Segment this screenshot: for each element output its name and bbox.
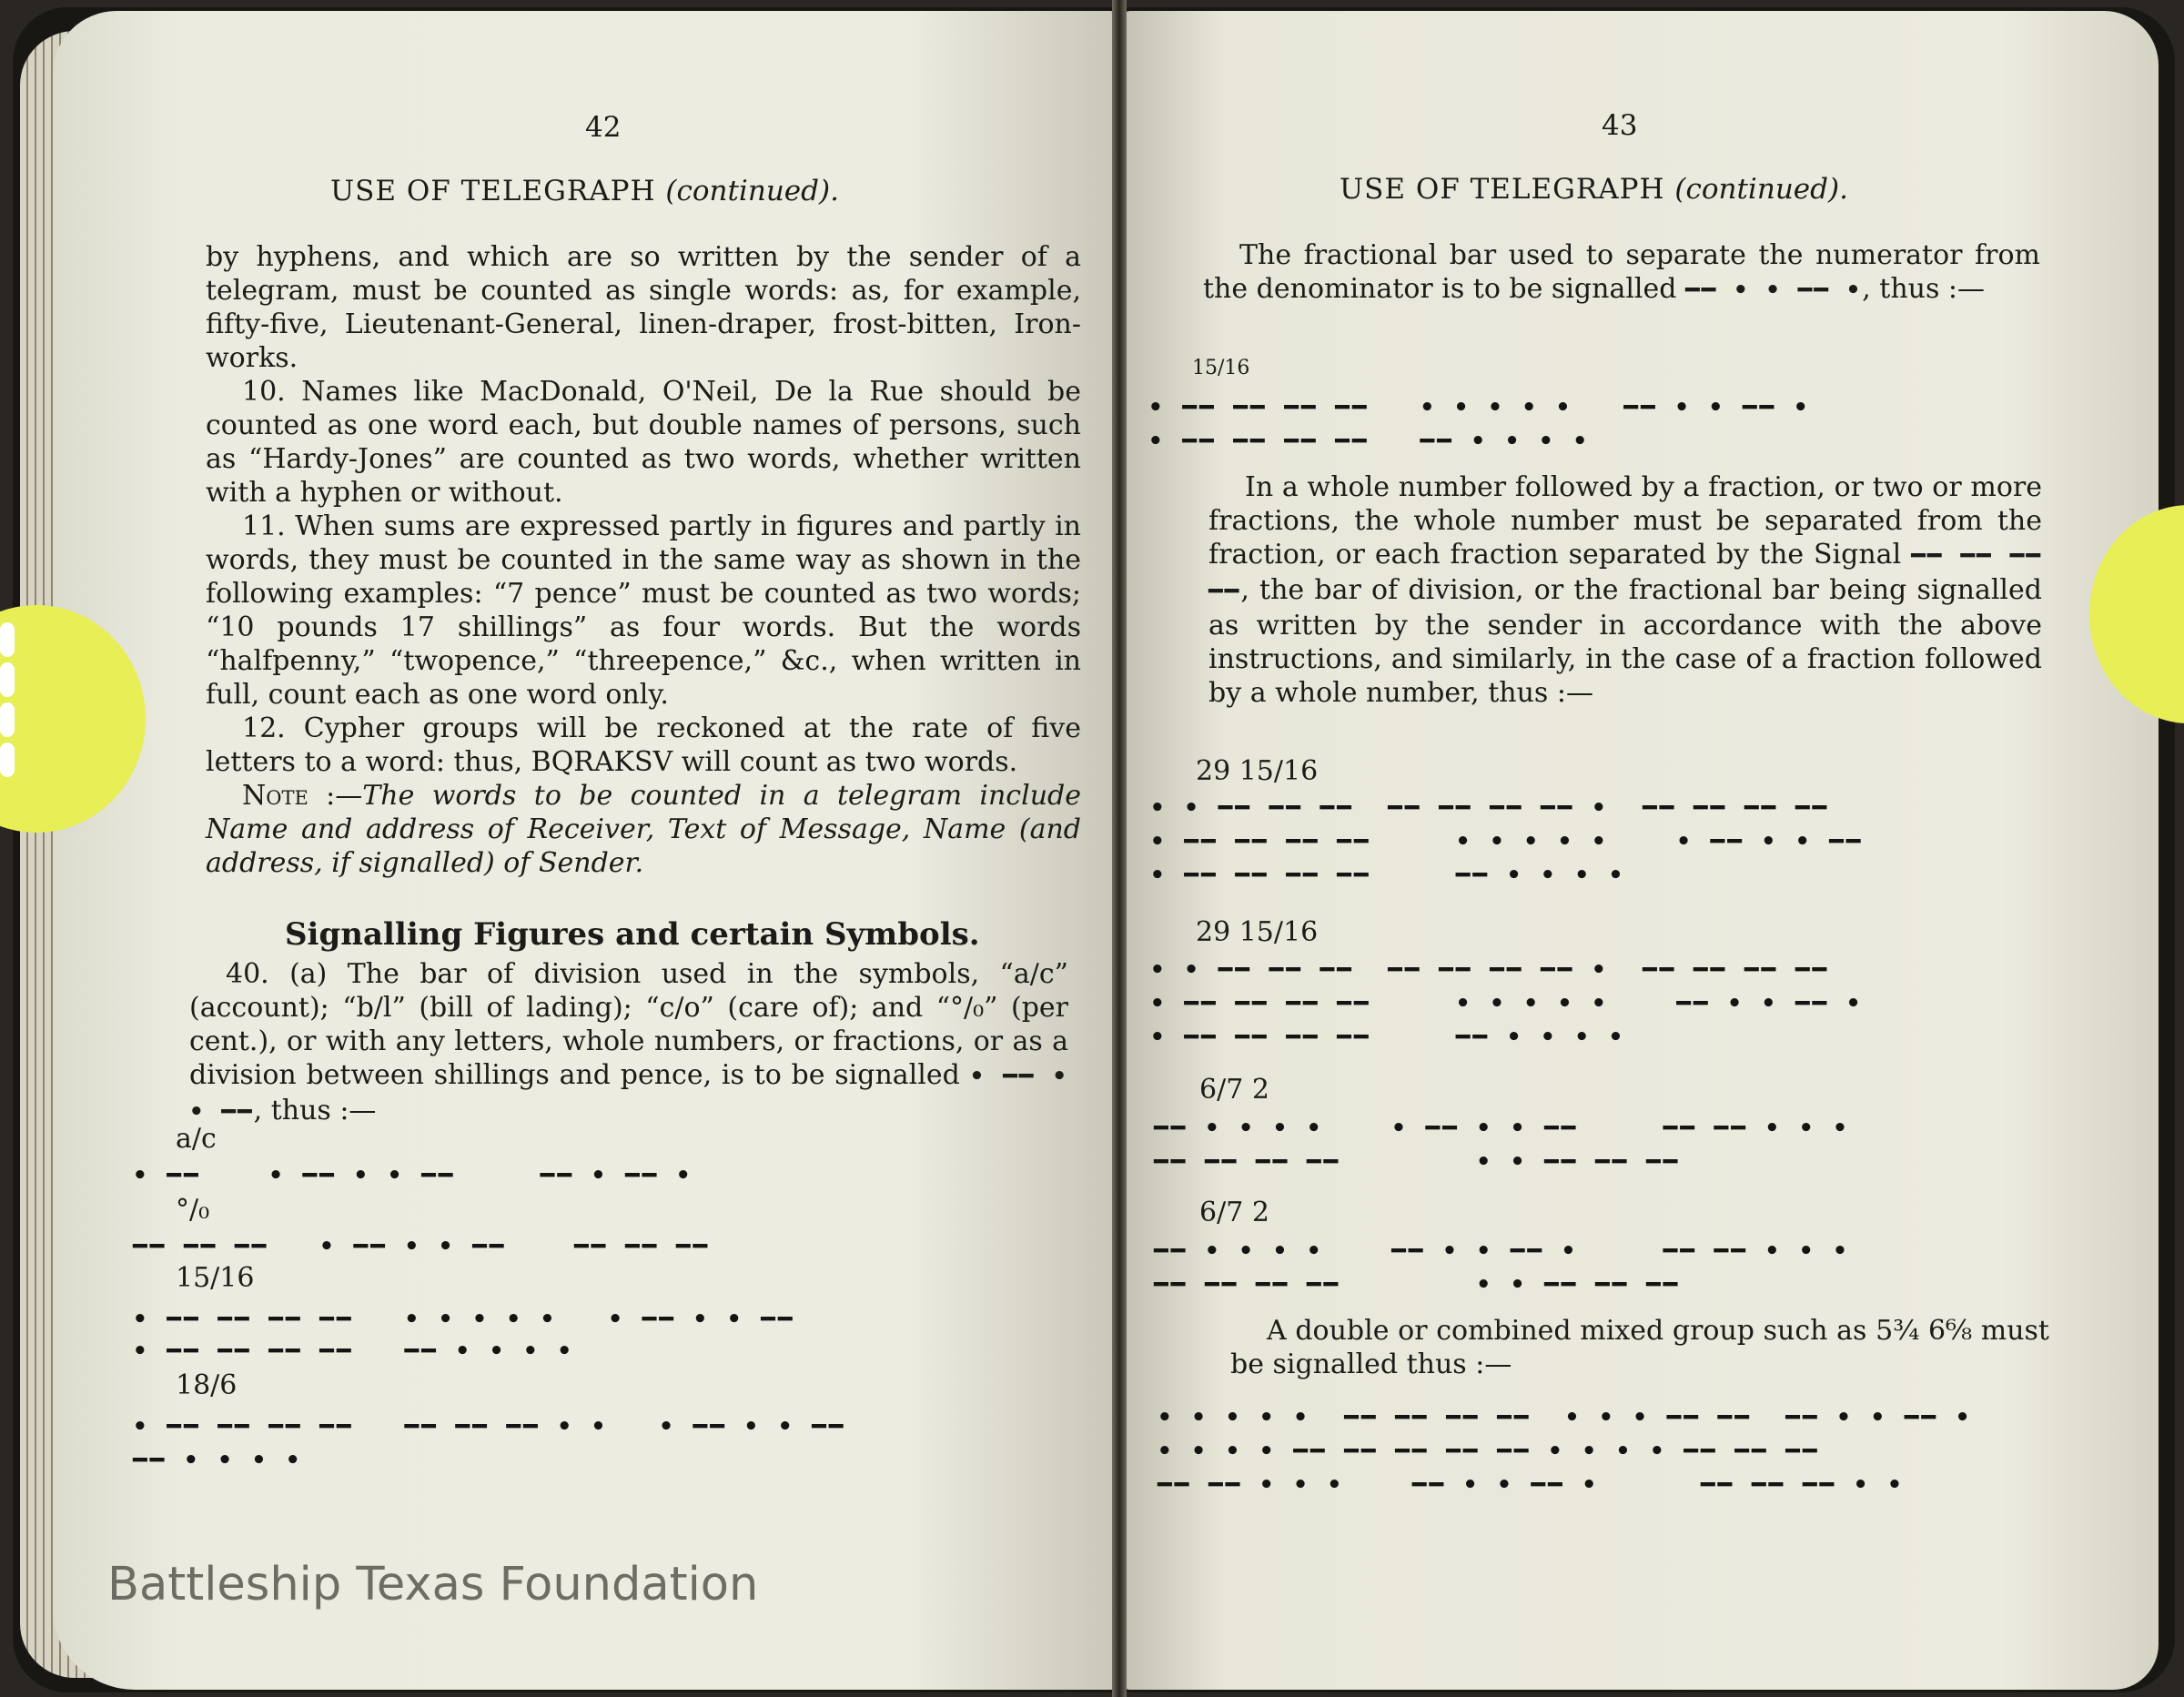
- right-heading: USE OF TELEGRAPH (continued).: [1340, 173, 1848, 206]
- paragraph-10: 10. Names like MacDonald, O'Neil, De la Rue should be counted as one word each, but double names of persons, such as “Hardy-Jones” are counted as two words, whether written with a hyphen or without.: [206, 376, 1081, 509]
- page-number-left: 42: [585, 111, 622, 144]
- mixed-group-paragraph: A double or combined mixed group such as 5¾ 6⁶⁄₈ must be signalled thus :—: [1230, 1315, 2049, 1380]
- fraction-label: 15/16: [1192, 357, 1250, 379]
- morse-line: • • ━━ ━━ ━━ ━━ ━━ ━━ ━━ • ━━ ━━ ━━ ━━: [1150, 956, 1830, 984]
- morse-line: • ━━ ━━ ━━ ━━ • • • • • ━━ • • ━━ •: [1148, 394, 1811, 421]
- index-tab-dots: [0, 617, 16, 822]
- left-page: [53, 11, 1119, 1690]
- paragraph-11: 11. When sums are expressed partly in figures and partly in words, they must be counted in the same way as shown in the following examples: “7 pence” must be counted as two words; “10 pounds 17 shillings” as four words. But the words “halfpenny,” “twopence,” “threepence,” &c., when written in full, count each as one word only.: [206, 510, 1081, 711]
- morse-line: • ━━ ━━ ━━ ━━ ━━ • • • •: [1150, 862, 1626, 889]
- morse-line: • ━━ ━━ ━━ ━━ • • • • • • ━━ • • ━━: [133, 1306, 795, 1333]
- signalling-subheading: Signalling Figures and certain Symbols.: [285, 916, 980, 953]
- right-page: [1121, 11, 2159, 1690]
- left-heading: USE OF TELEGRAPH (continued).: [330, 175, 839, 207]
- morse-line: ━━ ━━ • • • ━━ • • ━━ • ━━ ━━ ━━ • •: [1158, 1471, 1905, 1499]
- morse-line: • • ━━ ━━ ━━ ━━ ━━ ━━ ━━ • ━━ ━━ ━━ ━━: [1150, 794, 1830, 822]
- paragraph-hyphens: by hyphens, and which are so written by the sender of a telegram, must be counted as single words: as, for example, fifty-five, Lieutenant-General, linen-draper, frost-bitten, Iron-works.: [206, 241, 1081, 374]
- paragraph-40: 40. (a) The bar of division used in the symbols, “a/c” (account); “b/l” (bill of lading); “c/o” (care of); and “°/₀” (per cent.), or with any letters, whole numbers, or fractions, or as a division between shillings and pence, is to be signalled • ━━ • • ━━, thus :—: [189, 958, 1068, 1126]
- fractional-bar-signal: ━━ • • ━━ •: [1685, 277, 1863, 304]
- example-label: 29 15/16: [1196, 916, 1319, 948]
- page-number-right: 43: [1602, 109, 1638, 142]
- morse-line: ━━ ━━ ━━ ━━ • • ━━ ━━ ━━: [1154, 1271, 1681, 1298]
- morse-line: • ━━ ━━ ━━ ━━ • • • • • • ━━ • • ━━: [1150, 828, 1864, 855]
- fractional-bar-paragraph: The fractional bar used to separate the numerator from the denominator is to be signalled ━━ • • ━━ •, thus :—: [1203, 239, 2040, 305]
- left-body-text: [206, 240, 1081, 880]
- morse-line: • ━━ ━━ ━━ ━━ • • • • • ━━ • • ━━ •: [1150, 990, 1864, 1017]
- watermark: Battleship Texas Foundation: [107, 1558, 759, 1611]
- morse-line: ━━ • • • • • ━━ • • ━━ ━━ ━━ • • •: [1154, 1115, 1850, 1142]
- note-paragraph: Note :—The words to be counted in a telegram include Name and address of Receiver, Text of Message, Name (and address, if signalled) of Sender.: [206, 780, 1081, 879]
- morse-line: ━━ • • • • ━━ • • ━━ • ━━ ━━ • • •: [1154, 1237, 1850, 1265]
- example-label: 6/7 2: [1199, 1074, 1269, 1106]
- example-label: 15/16: [176, 1262, 255, 1294]
- morse-line: • ━━ ━━ ━━ ━━ ━━ ━━ ━━ • • • ━━ • • ━━: [133, 1413, 846, 1440]
- morse-line: • ━━ ━━ ━━ ━━ ━━ • • • •: [133, 1338, 574, 1365]
- example-label: °/₀: [176, 1194, 210, 1226]
- morse-line: • ━━ • ━━ • • ━━ ━━ • ━━ •: [133, 1162, 693, 1189]
- example-label: a/c: [176, 1123, 217, 1155]
- division-bar-signal: • ━━ • • ━━: [189, 1063, 1068, 1126]
- morse-line: • • • • • ━━ ━━ ━━ ━━ • • • ━━ ━━ ━━ • • ━━ •: [1158, 1404, 1973, 1431]
- separation-signal: ━━ ━━ ━━ ━━: [1208, 542, 2042, 605]
- example-label: 18/6: [176, 1369, 238, 1401]
- morse-line: • ━━ ━━ ━━ ━━ ━━ • • • •: [1150, 1024, 1626, 1051]
- morse-line: • ━━ ━━ ━━ ━━ ━━ • • • •: [1148, 428, 1590, 455]
- example-label: 29 15/16: [1196, 755, 1319, 787]
- morse-line: ━━ ━━ ━━ • ━━ • • ━━ ━━ ━━ ━━: [133, 1233, 711, 1260]
- paragraph-12: 12. Cypher groups will be reckoned at the rate of five letters to a word: thus, BQRAKSV will count as two words.: [206, 712, 1081, 778]
- morse-line: ━━ • • • •: [133, 1447, 303, 1474]
- morse-line: ━━ ━━ ━━ ━━ • • ━━ ━━ ━━: [1154, 1148, 1681, 1176]
- whole-number-paragraph: In a whole number followed by a fraction, or two or more fractions, the whole number must be separated from the fraction, or each fraction separated by the Signal ━━ ━━ ━━ ━━, the bar of division, or the fractional bar being signalled as written by the sender in accordance with the above instructions, and similarly, in the case of a fraction followed by a whole number, thus :—: [1208, 471, 2042, 709]
- morse-line: • • • • ━━ ━━ ━━ ━━ ━━ • • • • ━━ ━━ ━━: [1158, 1438, 1820, 1465]
- book-gutter: [1112, 0, 1127, 1697]
- example-label: 6/7 2: [1199, 1197, 1269, 1228]
